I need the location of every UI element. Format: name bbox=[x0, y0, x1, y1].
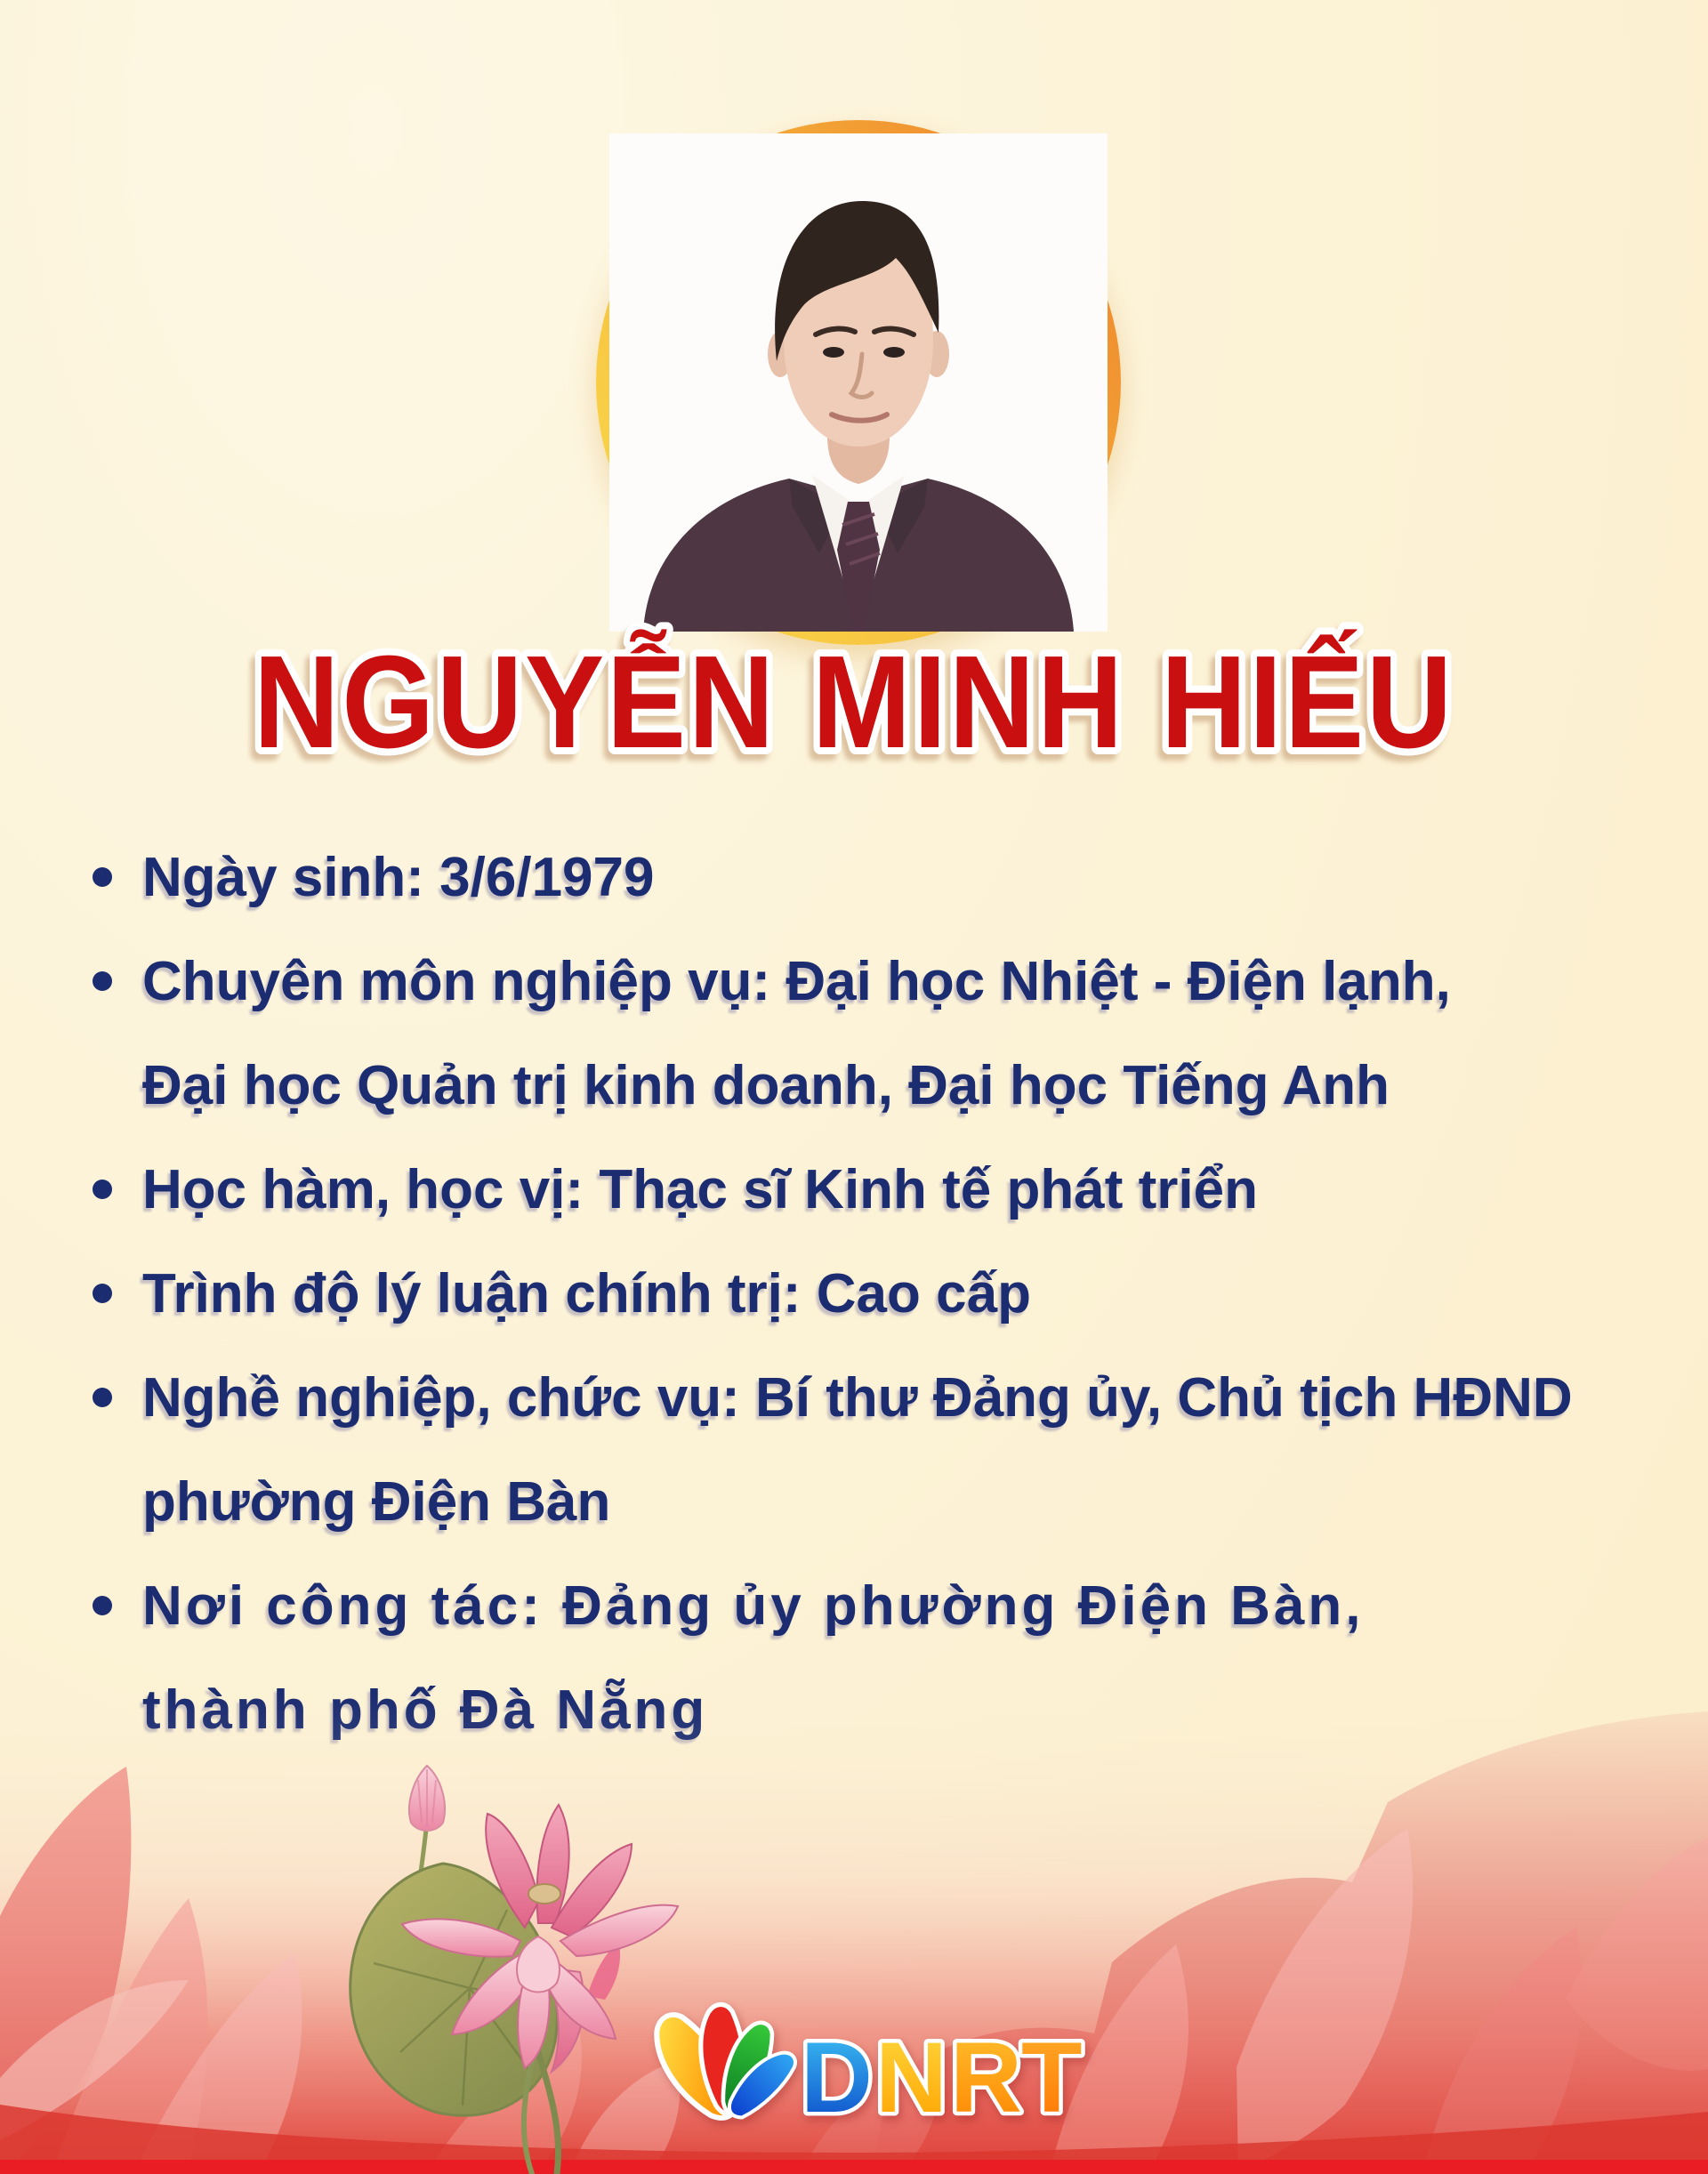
detail-item-education bbox=[91, 930, 1639, 1138]
lotus-flower-icon bbox=[338, 1759, 694, 2174]
logo-letter-t: T bbox=[1021, 2022, 1083, 2133]
dnrt-logo bbox=[648, 1998, 1083, 2140]
detail-item-degree bbox=[91, 1138, 1639, 1242]
seed-pod bbox=[528, 1884, 560, 1904]
portrait-photo bbox=[609, 133, 1108, 632]
detail-line: Ngày sinh: 3/6/1979 bbox=[142, 847, 655, 908]
eye-right bbox=[883, 347, 905, 358]
profile-name-banner bbox=[0, 594, 1708, 808]
eye-left bbox=[823, 347, 844, 358]
portrait-ring bbox=[596, 120, 1121, 645]
detail-item-position bbox=[91, 1346, 1639, 1554]
detail-line: Đại học Quản trị kinh doanh, Đại học Tiếng Anh bbox=[142, 1055, 1390, 1116]
man-portrait-illustration bbox=[609, 133, 1108, 632]
detail-line: Chuyên môn nghiệp vụ: Đại học Nhiệt - Điện lạnh, bbox=[142, 951, 1451, 1012]
logo-letter-r: R bbox=[950, 2022, 1022, 2133]
detail-line: Trình độ lý luận chính trị: Cao cấp bbox=[142, 1263, 1031, 1325]
detail-line: Nghề nghiệp, chức vụ: Bí thư Đảng ủy, Chủ tịch HĐND bbox=[142, 1367, 1573, 1429]
logo-letter-n: N bbox=[875, 2022, 947, 2133]
logo-letter-d: D bbox=[801, 2022, 873, 2133]
details-list bbox=[91, 825, 1639, 1762]
profile-name: NGUYỄN MINH HIẾU bbox=[254, 629, 1584, 776]
detail-line: Nơi công tác: Đảng ủy phường Điện Bàn, bbox=[142, 1575, 1365, 1637]
bottom-red-strip bbox=[0, 2160, 1708, 2174]
detail-item-political-theory bbox=[91, 1242, 1639, 1346]
fan-stripes-icon bbox=[641, 2002, 802, 2130]
flower-stem bbox=[538, 2052, 559, 2174]
dnrt-logo-text bbox=[801, 2022, 1082, 2133]
detail-line: Học hàm, học vị: Thạc sĩ Kinh tế phát triển bbox=[142, 1159, 1258, 1220]
detail-item-birthdate bbox=[91, 825, 1639, 930]
detail-line: phường Điện Bàn bbox=[142, 1471, 611, 1533]
